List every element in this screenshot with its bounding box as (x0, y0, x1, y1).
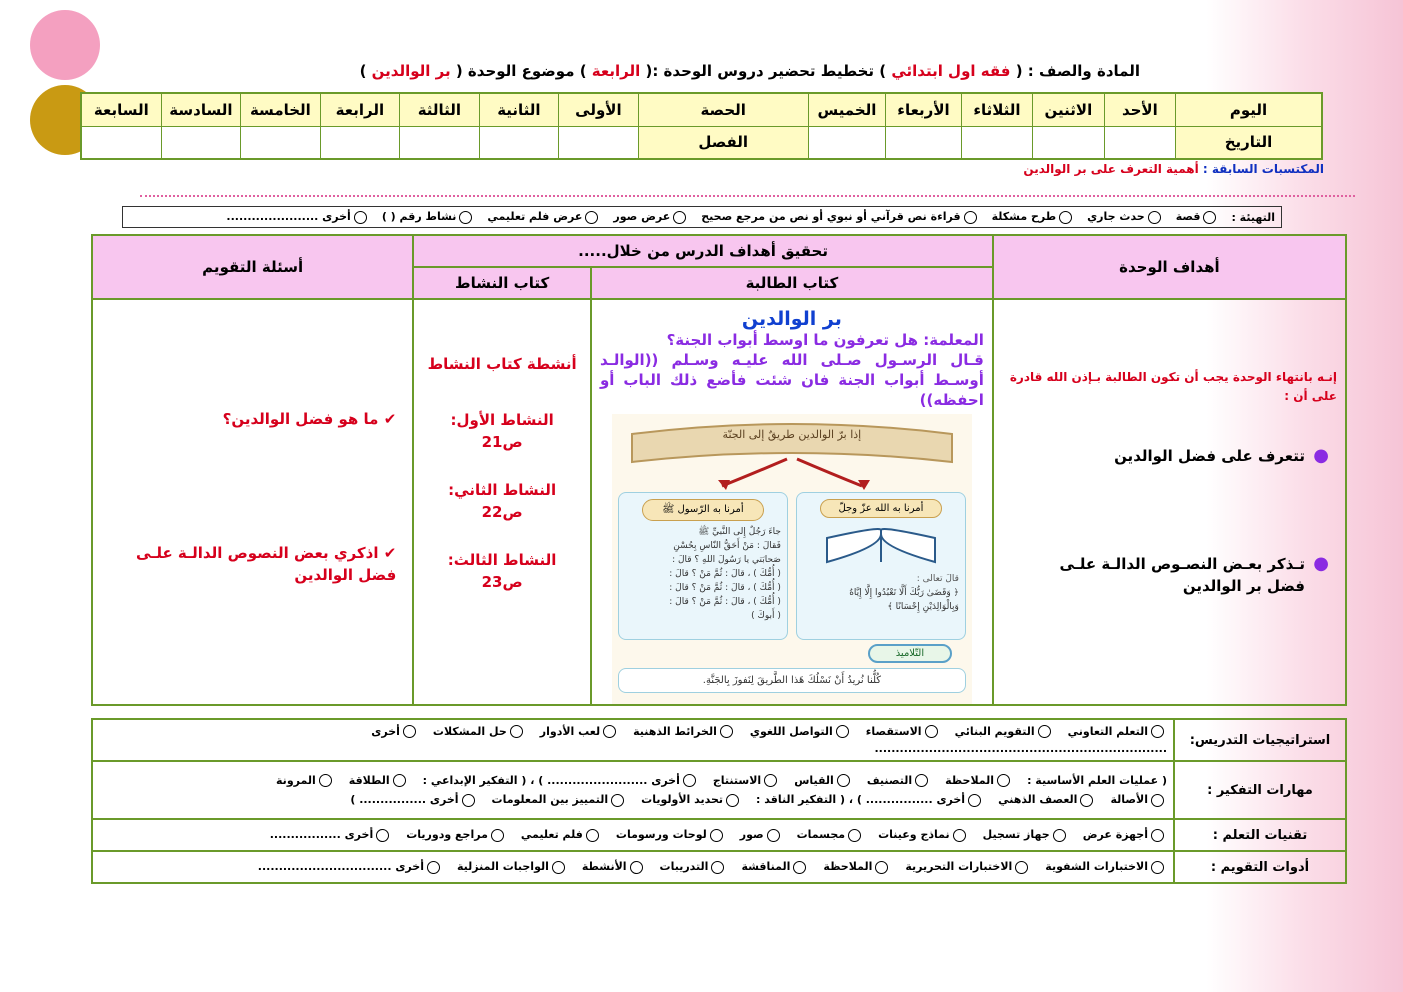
assessment-label: أدوات التقويم : (1174, 851, 1346, 883)
radio-icon[interactable] (848, 829, 861, 842)
quran-card (796, 492, 966, 640)
students-tag: التّلاميذ (868, 644, 952, 663)
warmup-box (122, 206, 1282, 228)
quran-book-icon (797, 522, 965, 572)
radio-icon[interactable] (1059, 211, 1072, 224)
radio-icon[interactable] (711, 861, 724, 874)
thinking-option[interactable]: العصف الذهني (998, 793, 1096, 807)
quran-line: وَبِالْوَالِدَيْنِ إِحْسَانًا ﴾ (887, 602, 959, 612)
activity-name: النشاط الثالث: (447, 551, 557, 569)
radio-icon[interactable] (403, 725, 416, 738)
hadith-line: فَقالَ : مَنْ أَحَقُّ النّاسِ بِحُسْنِ (673, 541, 781, 551)
assessment-option[interactable]: الواجبات المنزلية (457, 860, 568, 874)
header-unit: الرابعة (586, 62, 641, 80)
activities-title: أنشطة كتاب النشاط (427, 355, 577, 373)
warmup-option[interactable]: نشاط رقم ( ) (382, 210, 476, 224)
radio-icon[interactable] (925, 725, 938, 738)
day-cell: الثلاثاء (961, 93, 1032, 126)
date-cell[interactable] (808, 126, 885, 159)
period-cell: الخامسة (241, 93, 321, 126)
bullet-icon: ● (1313, 445, 1329, 466)
period-cell: الرابعة (320, 93, 400, 126)
radio-icon[interactable] (1015, 861, 1028, 874)
technique-option[interactable]: نماذج وعينات (878, 828, 969, 842)
student-book-header: كتاب الطالبة (591, 267, 993, 299)
previous-knowledge (880, 162, 1324, 176)
day-cell: الأحد (1104, 93, 1175, 126)
thinking-option[interactable]: أخرى ........................ ) ، ( التفكير الإبداعي : (423, 774, 699, 788)
radio-icon[interactable] (376, 829, 389, 842)
radio-icon[interactable] (1038, 725, 1051, 738)
eval-header: أسئلة التقويم (92, 235, 413, 299)
eval-question: ✔ اذكري بعض النصوص الدالـة علـى فضل الوالدين (136, 544, 397, 584)
date-cell[interactable] (1104, 126, 1175, 159)
warmup-option[interactable]: عرض فلم تعليمي (487, 210, 601, 224)
strategy-option[interactable]: الخرائط الذهنية (633, 725, 736, 739)
day-cell: الخميس (808, 93, 885, 126)
banner-shape (612, 414, 972, 494)
class-cell[interactable] (241, 126, 321, 159)
eval-cell (92, 299, 413, 705)
warmup-option[interactable]: طرح مشكلة (992, 210, 1076, 224)
thinking-option[interactable]: الاستنتاج (713, 774, 780, 788)
banner-text: إذا برّ الوالدين طريقٌ إلى الجنّة (722, 428, 862, 441)
quran-line: ﴿ وَقَضَىٰ رَبُّكَ أَلَّا تَعْبُدُوا إِلَّا إِيَّاهُ (849, 588, 959, 598)
radio-icon[interactable] (1080, 794, 1093, 807)
radio-icon[interactable] (552, 861, 565, 874)
students-text: كُلُّنا نُريدُ أَنْ نَسْلُكَ هَذا الطَّريقَ لِنَفوزَ بِالجَنَّةِ. (618, 668, 966, 693)
warmup-option[interactable]: قراءة نص قرآني أو نبوي أو نص من مرجع صحيح (701, 210, 979, 224)
thinking-option[interactable]: المرونة (276, 774, 335, 788)
thinking-option[interactable]: الملاحظة (945, 774, 1013, 788)
hadith-text: قـال الرسـول صـلى الله عليـه وسـلم ((الوالـد أوسـط أبواب الجنة فان شئت فأضع ذلك الباب أو احفظه)) (599, 351, 984, 409)
radio-icon[interactable] (767, 829, 780, 842)
radio-icon[interactable] (586, 829, 599, 842)
assessment-options (92, 851, 1174, 883)
radio-icon[interactable] (673, 211, 686, 224)
hadith-line: ( أُمُّكَ ) ، قالَ : ثُمَّ مَنْ ؟ قالَ : (669, 583, 781, 593)
date-cell[interactable] (961, 126, 1032, 159)
assessment-option[interactable]: الأنشطة (582, 860, 646, 874)
radio-icon[interactable] (837, 774, 850, 787)
decor-circle-pink (30, 10, 100, 80)
period-cell: الثانية (479, 93, 559, 126)
radio-icon[interactable] (1151, 794, 1164, 807)
technique-option[interactable]: مجسمات (797, 828, 865, 842)
lesson-table (91, 234, 1347, 706)
class-cell[interactable] (81, 126, 161, 159)
radio-icon[interactable] (964, 211, 977, 224)
strategies-dots: ...................................................................... (874, 742, 1167, 756)
radio-icon[interactable] (611, 794, 624, 807)
day-label: اليوم (1176, 93, 1322, 126)
radio-icon[interactable] (968, 794, 981, 807)
radio-icon[interactable] (1203, 211, 1216, 224)
date-label: التاريخ (1176, 126, 1322, 159)
strategy-option[interactable]: أخرى (371, 725, 419, 739)
header-topic-label: ) موضوع الوحدة ( (455, 62, 587, 80)
radio-icon[interactable] (1053, 829, 1066, 842)
date-cell[interactable] (886, 126, 961, 159)
student-book-cell (591, 299, 993, 705)
goals-cell (993, 299, 1346, 705)
thinking-option[interactable]: التمييز بين المعلومات (492, 793, 628, 807)
radio-icon[interactable] (603, 725, 616, 738)
period-cell: السابعة (81, 93, 161, 126)
radio-icon[interactable] (459, 211, 472, 224)
radio-icon[interactable] (836, 725, 849, 738)
period-cell: الأولى (559, 93, 639, 126)
strategies-options (92, 719, 1174, 761)
thinking-options (92, 761, 1174, 819)
radio-icon[interactable] (1151, 829, 1164, 842)
quran-line: قالَ تعالى : (916, 574, 959, 584)
previous-text: أهمية التعرف على بر الوالدين (1023, 162, 1199, 176)
class-cell[interactable] (479, 126, 559, 159)
strategy-option[interactable]: التواصل اللغوي (750, 725, 852, 739)
technique-option[interactable]: فلم تعليمي (521, 828, 602, 842)
strategy-option[interactable]: الاستقصاء (866, 725, 941, 739)
period-cell: السادسة (161, 93, 241, 126)
activity-page: ص23 (481, 573, 523, 591)
goal-item: ● تـذكر بعـض النصـوص الدالـة علـى فضل بر الوالدين (1059, 553, 1329, 595)
previous-label: المكتسبات السابقة : (1202, 162, 1324, 176)
hadith-line: صَحابَتي يا رَسُولَ اللهِ ؟ قالَ : (672, 555, 781, 565)
warmup-option[interactable]: قصة (1176, 210, 1220, 224)
hadith-line: ( أَبوكَ ) (751, 611, 781, 621)
radio-icon[interactable] (997, 774, 1010, 787)
warmup-label: التهيئة : (1231, 210, 1275, 224)
textbook-illustration (612, 414, 972, 704)
goal-item: ● تتعرف على فضل الوالدين (1114, 445, 1329, 466)
radio-icon[interactable] (793, 861, 806, 874)
activity-page: ص21 (481, 433, 523, 451)
radio-icon[interactable] (427, 861, 440, 874)
activity-book-cell (413, 299, 591, 705)
thinking-option[interactable]: القياس (794, 774, 853, 788)
radio-icon[interactable] (462, 794, 475, 807)
technique-option[interactable]: جهاز تسجيل (983, 828, 1069, 842)
radio-icon[interactable] (683, 774, 696, 787)
rasool-tag: أمرنا به الرّسول ﷺ (642, 499, 764, 521)
assessment-option[interactable]: التدريبات (660, 860, 728, 874)
technique-option[interactable]: أجهزة عرض (1083, 828, 1167, 842)
radio-icon[interactable] (953, 829, 966, 842)
class-cell[interactable] (400, 126, 480, 159)
assessment-option[interactable]: الاختبارات الشفوية (1045, 860, 1167, 874)
radio-icon[interactable] (319, 774, 332, 787)
lesson-title: بر الوالدين (741, 308, 842, 330)
warmup-option[interactable]: أخرى ...................... (226, 210, 369, 224)
dotted-separator (140, 195, 1355, 197)
period-cell: الثالثة (400, 93, 480, 126)
teacher-question: المعلمة: هل تعرفون ما اوسط أبواب الجنة؟ (666, 331, 984, 349)
radio-icon[interactable] (491, 829, 504, 842)
achieve-header: تحقيق أهداف الدرس من خلال..... (413, 235, 993, 267)
radio-icon[interactable] (630, 861, 643, 874)
activity-name: النشاط الأول: (450, 411, 554, 429)
schedule-table (80, 92, 1323, 160)
bullet-icon: ● (1313, 553, 1329, 574)
techniques-options (92, 819, 1174, 851)
warmup-option[interactable]: عرض صور (613, 210, 689, 224)
thinking-option[interactable]: أخرى ................ ) (350, 793, 477, 807)
assessment-option[interactable]: المناقشة (741, 860, 809, 874)
class-cell[interactable] (320, 126, 400, 159)
radio-icon[interactable] (1151, 725, 1164, 738)
radio-icon[interactable] (764, 774, 777, 787)
checkmark-icon: ✔ (383, 410, 397, 428)
technique-option[interactable]: صور (740, 828, 783, 842)
thinking-option[interactable]: التصنيف (867, 774, 931, 788)
thinking-option[interactable]: الأصالة (1110, 793, 1167, 807)
strategy-option[interactable]: التعلم التعاوني (1068, 725, 1167, 739)
radio-icon[interactable] (393, 774, 406, 787)
strategy-option[interactable]: التقويم البنائي (955, 725, 1054, 739)
hadith-line: ( أُمُّكَ ) ، قالَ : ثُمَّ مَنْ ؟ قالَ : (669, 569, 781, 579)
radio-icon[interactable] (585, 211, 598, 224)
assessment-option[interactable]: الملاحظة (823, 860, 891, 874)
class-cell[interactable] (161, 126, 241, 159)
activity-book-header: كتاب النشاط (413, 267, 591, 299)
checkmark-icon: ✔ (383, 544, 397, 562)
header-subject-label: المادة والصف : ( (1015, 62, 1140, 80)
day-cell: الأربعاء (886, 93, 961, 126)
strategies-label: استراتيجيات التدريس: (1174, 719, 1346, 761)
hadith-card (618, 492, 788, 640)
radio-icon[interactable] (1148, 211, 1161, 224)
assessment-option[interactable]: الاختبارات التحريرية (905, 860, 1031, 874)
header-topic: بر الوالدين (366, 62, 451, 80)
hadith-line: ( أُمُّكَ ) ، قالَ : ثُمَّ مَنْ ؟ قالَ : (669, 597, 781, 607)
period-label: الحصة (638, 93, 808, 126)
strategy-option[interactable]: لعب الأدوار (540, 725, 619, 739)
radio-icon[interactable] (726, 794, 739, 807)
thinking-text: ( عمليات العلم الأساسية : (1027, 773, 1167, 787)
thinking-label: مهارات التفكير : (1174, 761, 1346, 819)
class-cell[interactable] (559, 126, 639, 159)
class-label: الفصل (638, 126, 808, 159)
radio-icon[interactable] (510, 725, 523, 738)
day-cell: الاثنين (1033, 93, 1104, 126)
header-close: ) (359, 62, 367, 80)
activity-name: النشاط الثاني: (448, 481, 557, 499)
radio-icon[interactable] (720, 725, 733, 738)
technique-option[interactable]: مراجع ودوريات (406, 828, 507, 842)
strategy-option[interactable]: حل المشكلات (433, 725, 526, 739)
methods-table (91, 718, 1347, 884)
radio-icon[interactable] (1151, 861, 1164, 874)
thinking-option[interactable]: تحديد الأولويات (641, 793, 742, 807)
header-line (140, 62, 1140, 80)
allah-tag: أمرنا به الله عزّ وجلّ (820, 499, 942, 518)
technique-option[interactable]: لوحات ورسومات (616, 828, 726, 842)
thinking-option[interactable]: الطلاقة (349, 774, 409, 788)
radio-icon[interactable] (354, 211, 367, 224)
techniques-label: تقنيات التعلم : (1174, 819, 1346, 851)
radio-icon[interactable] (710, 829, 723, 842)
header-subject: فقه اول ابتدائي (891, 62, 1011, 80)
thinking-option[interactable]: أخرى ................ ) ، ( التفكير الناقد : (756, 793, 984, 807)
technique-option[interactable]: أخرى ................. (270, 828, 393, 842)
radio-icon[interactable] (915, 774, 928, 787)
warmup-option[interactable]: حدث جاري (1087, 210, 1164, 224)
goal-intro: إنـه بانتهاء الوحدة يجب أن تكون الطالبة بـإذن الله قادرة على أن : (1009, 370, 1337, 403)
header-unit-label: ) تخطيط تحضير دروس الوحدة :( (645, 62, 887, 80)
assessment-option[interactable]: أخرى ................................ (258, 860, 443, 874)
eval-question: ✔ ما هو فضل الوالدين؟ (222, 410, 397, 428)
hadith-line: جاءَ رَجُلٌ إِلى النَّبيِّ ﷺ (698, 527, 781, 537)
activity-page: ص22 (481, 503, 523, 521)
goals-header: أهداف الوحدة (993, 235, 1346, 299)
date-cell[interactable] (1033, 126, 1104, 159)
radio-icon[interactable] (875, 861, 888, 874)
